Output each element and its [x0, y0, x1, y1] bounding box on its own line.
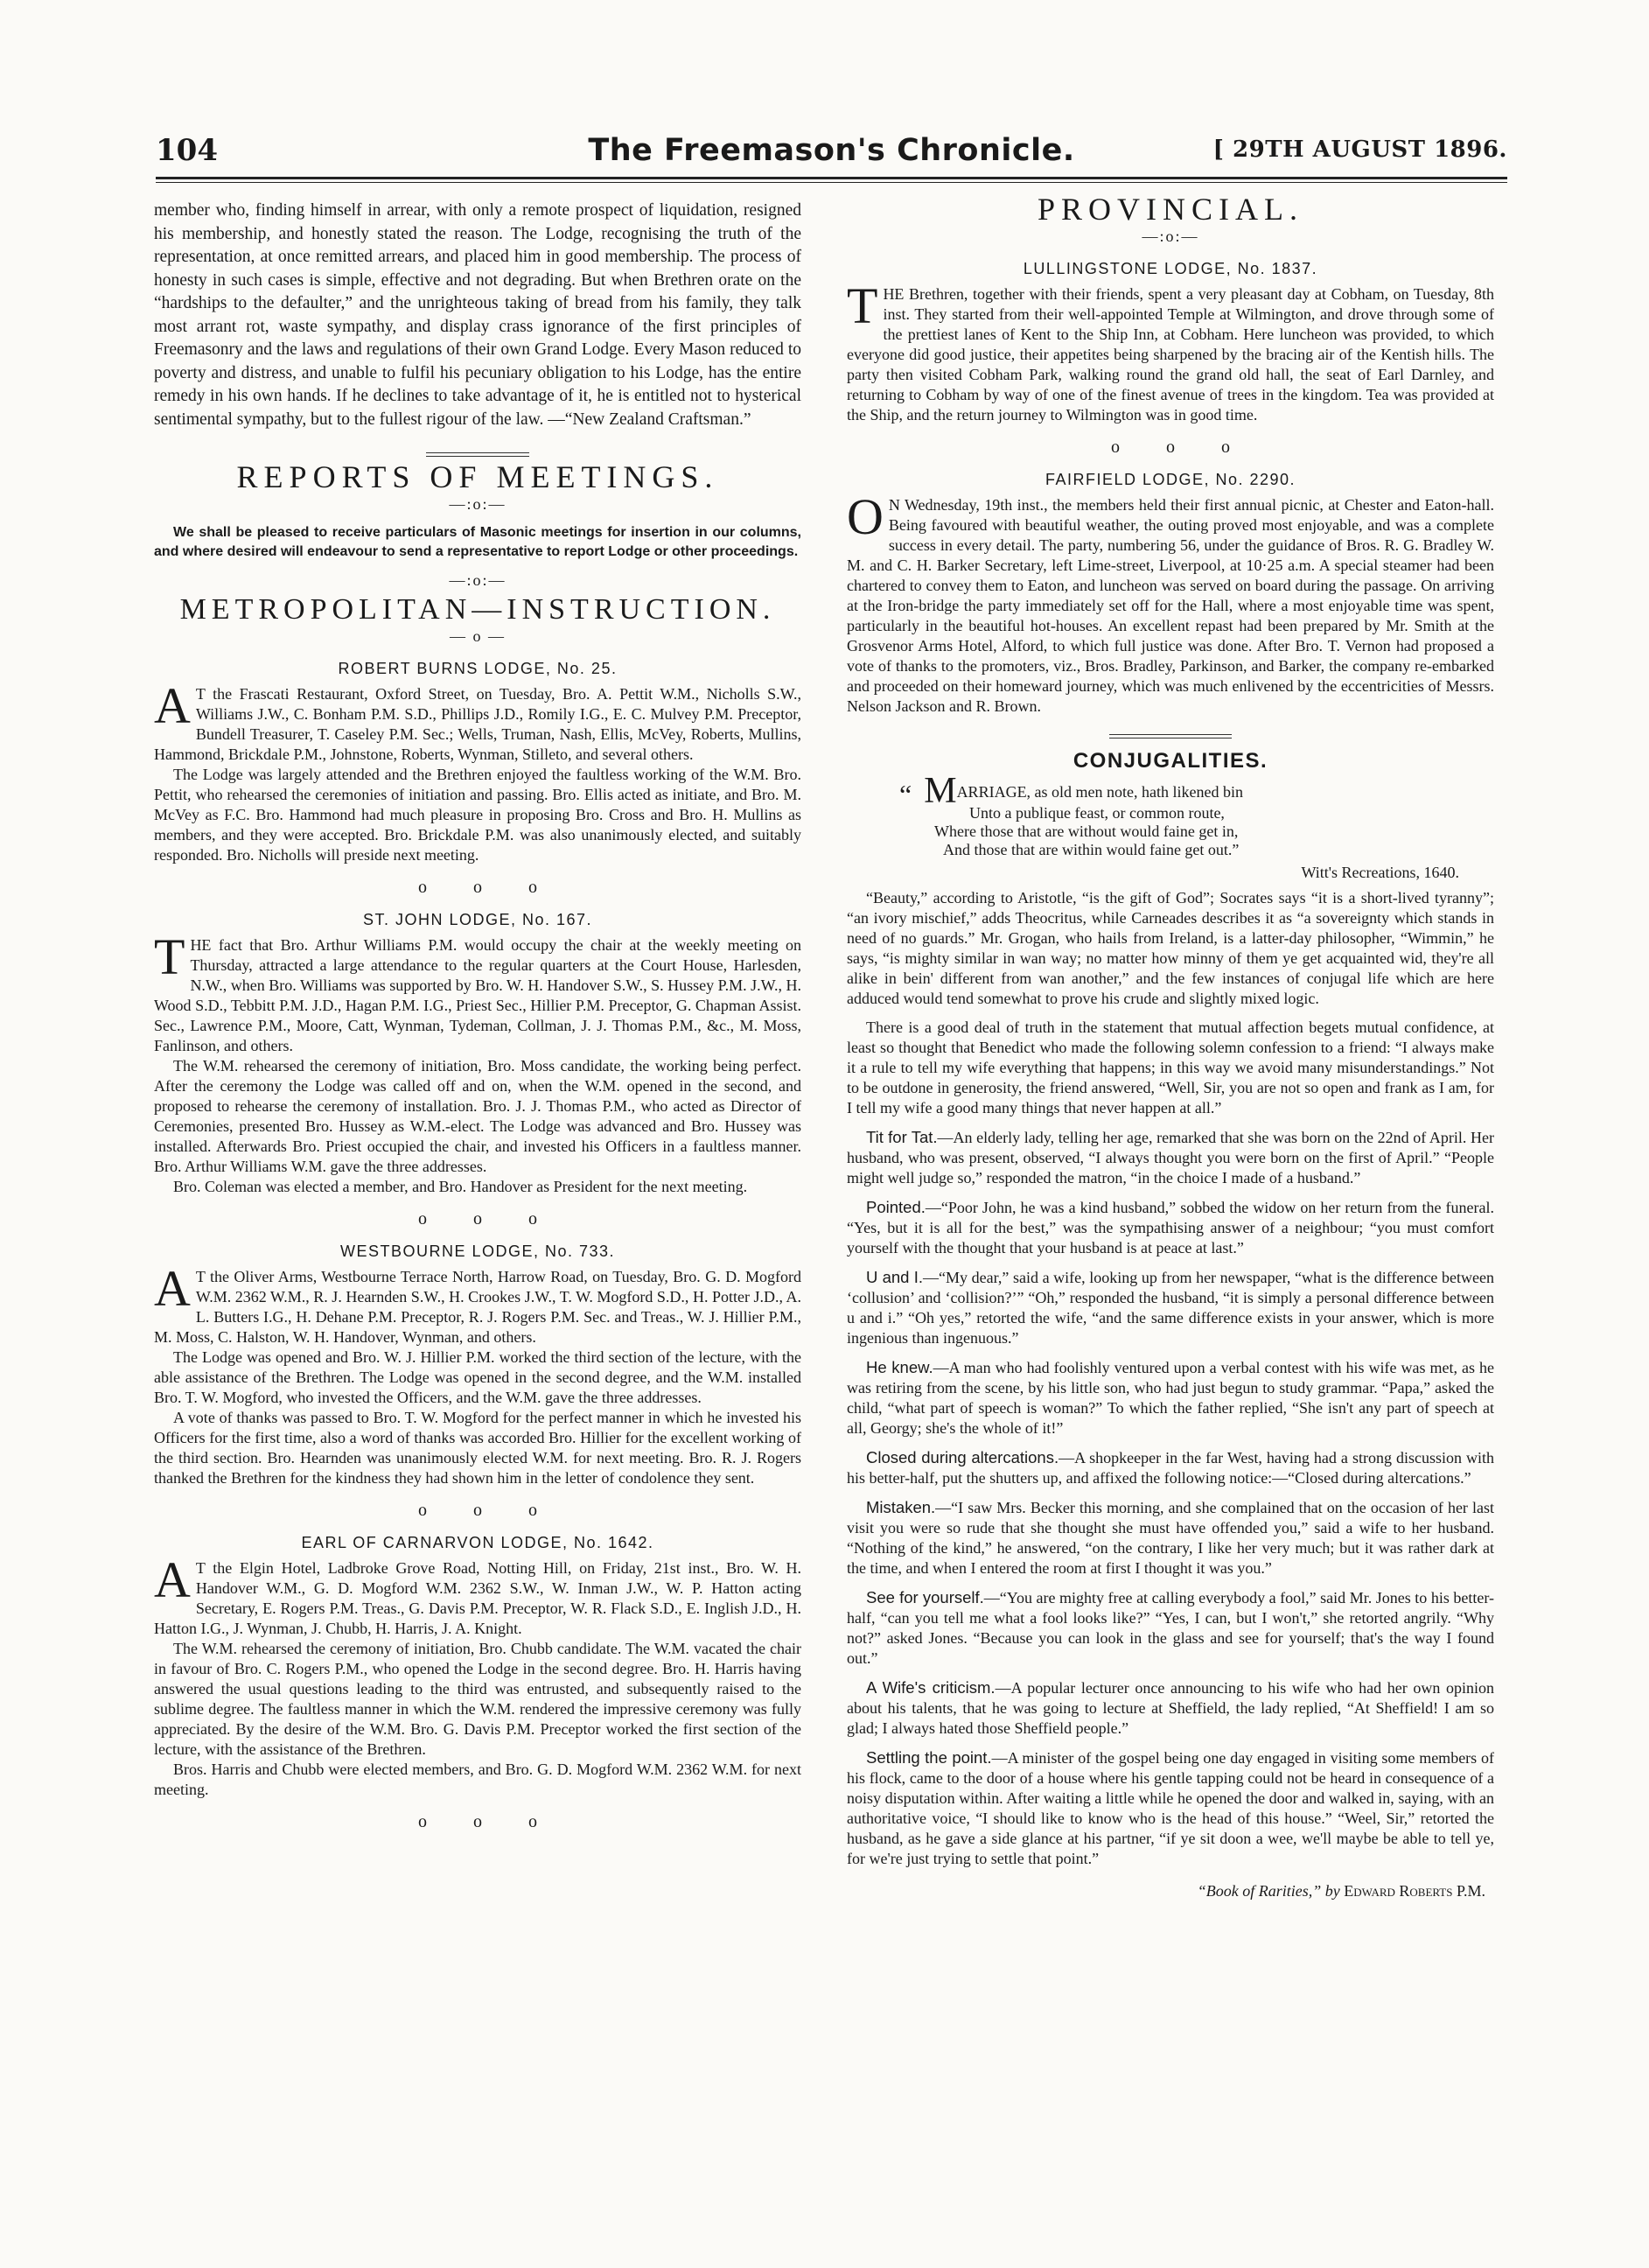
anecdote-paragraph: Settling the point.—A minister of the gospel being one day engaged in visiting some members of his flock, came to the door of a house where his gentle tapping could not be heard in consequence of a noisy disputation within. After waiting a little while he opened the door and walked in, saying, with an authoritative voice, “I should like to know who is the head of this house.” “Weel, Sir,” retorted the husband, as he gave a side glance at his partner, “if ye sit doon a wee, we'll maybe be able to tell ye, for we're just trying to settle that point.”: [847, 1748, 1494, 1867]
lodge-report-paragraph: The W.M. rehearsed the ceremony of initiation, Bro. Chubb candidate. The W.M. vacated the chair in favour of Bro. C. Rogers P.M., who opened the Lodge in the second degree. Bro. H. Harris having answered the usual questions leading to the third was entrusted, and subsequently raised to the sublime degree. The faultless manner in which the W.M. rendered the impressive ceremony was fully appreciated. By the desire of the W.M. Bro. G. Davis P.M. Preceptor worked the first section of the lecture, with the assistance of the Brethren.: [154, 1640, 801, 1758]
poem-line: Unto a publique feast, or common route,: [969, 804, 1225, 822]
epigraph-poem: [847, 771, 1494, 859]
lodge-heading: FAIRFIELD LODGE, No. 2290.: [1045, 471, 1296, 488]
lodge-heading: WESTBOURNE LODGE, No. 733.: [339, 1242, 616, 1260]
reports-notice: We shall be pleased to receive particulars of Masonic meetings for insertion in our columns, and where desired will endeavour to send a representative to report Lodge or other proceedings.: [154, 525, 801, 559]
separator: o o o: [418, 1501, 537, 1520]
drop-cap: A: [154, 677, 191, 734]
poem-line: “ MARRIAGE, as old men note, hath likened bin: [899, 771, 1244, 811]
lodge-report-paragraph: THE fact that Bro. Arthur Williams P.M. would occupy the chair at the weekly meeting on Thursday, attracted a large attendance to the regular quarters at the Court House, Harlesden, N.W., when Bro. Williams was supported by Bro. W. H. Handover S.W., S. Hussey P.M. J.W., H. Wood S.D., Tebbitt P.M. J.D., Hagan P.M. I.G., Priest Sec., Hillier P.M. Preceptor, G. Chapman Assist. Sec., Lawrence P.M., Moore, Catt, Wynman, Tydeman, Collman, J. J. Thomas P.M., &c., M. Moss, Fanlinson, and others.: [154, 928, 801, 1054]
open-quote: “: [899, 779, 912, 810]
left-column: [154, 200, 801, 1836]
lodge-heading: EARL OF CARNARVON LODGE, No. 1642.: [301, 1534, 654, 1551]
publication-title: The Freemason's Chronicle.: [588, 133, 1075, 168]
epigraph-source: Witt's Recreations, 1640.: [1301, 864, 1459, 881]
lodge-report-paragraph: A T the Elgin Hotel, Ladbroke Grove Road, Notting Hill, on Friday, 21st inst., Bro. W. H. Handover W.M., G. D. Mogford W.M. 2362 S.W., W. Inman J.W., W. P. Hatton acting Secretary, E. Rogers P.M. Treas., G. Davis P.M. Preceptor, W. R. Flack S.D., E. Inglish J.D., H. Hatton I.G., J. Wynman, J. Chubb, H. Harris, J. A. Knight.: [154, 1551, 801, 1637]
section-rule: [1109, 734, 1232, 738]
lodge-report-paragraph: A vote of thanks was passed to Bro. T. W. Mogford for the perfect manner in which he invested his Officers for the first time, also a word of thanks was accorded Bro. Hillier for the excellent working of the third section. Bro. Hearnden was unanimously elected W.M. for next meeting. Bro. R. J. Rogers thanked the Brethren for the kindness they had shown him in the letter of condolence they sent.: [154, 1409, 801, 1487]
anecdote-paragraph: Pointed.—“Poor John, he was a kind husband,” sobbed the widow on her return from the funeral. “Yes, but it is all for the best,” was the sympathising answer of a neighbour; “you must comfort yourself with the thought that your husband is at peace at last.”: [847, 1198, 1494, 1256]
drop-cap: T: [154, 928, 185, 985]
page-number: 104: [156, 133, 218, 168]
lodge-report-paragraph: Bros. Harris and Chubb were elected members, and Bro. G. D. Mogford W.M. 2362 W.M. for next meeting.: [154, 1760, 801, 1798]
lodge-report-paragraph: The Lodge was opened and Bro. W. J. Hillier P.M. worked the third section of the lecture, with the able assistance of the Brethren. The Lodge was opened in the second degree, and the W.M. installed Bro. T. W. Mogford, who invested the Officers, and the W.M. gave the three addresses.: [154, 1348, 801, 1406]
divider: —:o:—: [449, 571, 507, 589]
drop-cap: A: [154, 1260, 191, 1317]
separator: o o o: [1111, 438, 1230, 457]
anecdote-title: A Wife's criticism.: [866, 1678, 996, 1697]
conjugalities-title: CONJUGALITIES.: [1073, 749, 1268, 773]
lodge-heading: ST. JOHN LODGE, No. 167.: [362, 911, 593, 928]
lodge-heading: ROBERT BURNS LODGE, No. 25.: [338, 660, 618, 677]
intro-paragraph: member who, finding himself in arrear, with only a remote prospect of liquidation, resigned his membership, and honestly stated the reason. The Lodge, recognising the truth of the representation, at once remitted arrears, and placed him in good membership. The process of honesty in such cases is simple, effective and not degrading. But when Brethren orate on the “hardships to the defaulter,” and the unrighteous taking of bread from his family, they talk most arrant rot, waste sympathy, and display crass ignorance of the first principles of Freemasonry and the laws and regulations of their own Grand Lodge. Every Mason reduced to poverty and distress, and unable to fulfil his pecuniary obligation to his Lodge, has the entire remedy in his own hands. If he declines to take advantage of it, he is entitled not to hysterical sentimental sympathy, but to the fullest rigour of the law. —“New Zealand Craftsman.”: [154, 201, 801, 429]
lodge-report-paragraph: THE Brethren, together with their friends, spent a very pleasant day at Cobham, on Tuesday, 8th inst. They started from their well-appointed Temple at Wilmington, and drove through some of the prettiest lanes of Kent to the Ship Inn, at Cobham. Here luncheon was provided, to which everyone did good justice, their appetites being sharpened by the bracing air of the Kentish hills. The party then visited Cobham Park, walking round the grand old hall, the seat of Earl Darnley, and returning to Cobham by way of one of the finest avenue of trees in the kingdom. Tea was provided at the Ship, and the return journey to Wilmington was in good time.: [847, 277, 1494, 424]
anecdote-paragraph: Mistaken.—“I saw Mrs. Becker this morning, and she complained that on the occasion of her last visit you were so rude that she thought she must have offended you,” said a wife to her husband. “Nothing of the kind,” he answered, “on the contrary, I like her very much; but it was rather dark at the time, and when I entered the room at first I thought it was you.”: [847, 1498, 1494, 1577]
masthead: [156, 130, 1507, 191]
article-attribution: “Book of Rarities,” by Edward Roberts P.M.: [1197, 1882, 1485, 1900]
anecdote-paragraph: A Wife's criticism.—A popular lecturer once announcing to his wife who had her own opinion about his talents, that he was going to lecture at Sheffield, the lady replied, “At Sheffield! I am so glad; I always hated those Sheffield people.”: [847, 1678, 1495, 1737]
separator: o o o: [418, 1209, 537, 1228]
drop-cap: M: [924, 771, 957, 811]
anecdote-title: Settling the point.: [866, 1748, 992, 1767]
anecdote-paragraph: Tit for Tat.—An elderly lady, telling her age, remarked that she was born on the 22nd of April. Her husband, who was present, observed, “I always thought you were born on the first of April.” “People might well judge so,” responded the matron, “in the choice I made of a husband.”: [847, 1128, 1494, 1186]
anecdote-paragraph: Closed during altercations.—A shopkeeper in the far West, having had a strong discussion with his better-half, put the shutters up, and affixed the following notice:—“Closed during altercations.”: [847, 1448, 1494, 1487]
divider: — o —: [450, 627, 506, 645]
article-paragraph: There is a good deal of truth in the statement that mutual affection begets mutual confidence, at least so thought that Benedict who made the following solemn confession to a friend: “I always make it a rule to tell my wife everything that happens; in this way we avoid many misunderstandings.” Not to be outdone in generosity, the friend answered, “Well, Sir, you are not so open and frank as I am, for I tell my wife a good many things that never happen at all.”: [847, 1018, 1494, 1116]
lodge-report-paragraph: A T the Oliver Arms, Westbourne Terrace North, Harrow Road, on Tuesday, Bro. G. D. Mogford W.M. 2362 W.M., R. J. Hearnden S.W., H. Crookes J.W., T. W. Mogford S.D., H. Potter J.D., A. L. Butters I.G., H. Dehane P.M. Preceptor, R. J. Rogers P.M. Sec. and Treas., W. J. Hillier P.M., M. Moss, C. Halston, W. H. Handover, Wynman, and others.: [154, 1260, 801, 1346]
lodge-report-paragraph: A T the Frascati Restaurant, Oxford Street, on Tuesday, Bro. A. Pettit W.M., Nicholls S.W., Williams J.W., C. Bonham P.M. S.D., Phillips J.D., Romily I.G., E. C. Mulvey P.M. Preceptor, Bundell Treasurer, T. Caseley P.M. Sec.; Wells, Truman, Nash, Ellis, McVey, Roberts, Mullins, Hammond, Brickdale P.M., Johnstone, Roberts, Wynman, Stilleto, and several others.: [154, 677, 801, 763]
article-paragraph: “Beauty,” according to Aristotle, “is the gift of God”; Socrates says “it is a short-lived tyranny”; “an ivory mischief,” adds Theocritus, while Carneades describes it as “a sovereignty which stands in need of no guards.” Mr. Grogan, who hails from Ireland, is a latter-day philosopher, “Wimmin,” he says, “is mighty similar in wan way; no matter how minny of them ye get acquainted wid, they're all alike in bein' different from wan another,” and the few instances of conjugal life which are here adduced would tend somewhat to prove his crude and slightly mixed logic.: [847, 889, 1494, 1007]
poem-line: Where those that are without would faine get in,: [934, 822, 1239, 840]
divider: —:o:—: [1142, 228, 1199, 245]
drop-cap: O: [847, 488, 884, 545]
anecdote-title: U and I.: [866, 1268, 924, 1286]
anecdote-paragraph: See for yourself.—“You are mighty free at calling everybody a fool,” said Mr. Jones to his better-half, “can you tell me what a fool looks like?” “Yes, I can, but I won't,” she retorted angrily. “Why not?” asked Jones. “Because you can look in the glass and see for yourself; that's the way I found out.”: [847, 1588, 1494, 1667]
lodge-report-paragraph: Bro. Coleman was elected a member, and Bro. Handover as President for the next meeting.: [173, 1178, 748, 1195]
right-column: [847, 192, 1495, 1901]
anecdote-paragraph: He knew.—A man who had foolishly ventured upon a verbal contest with his wife was met, as he was retiring from the scene, by his little son, who had just begun to study grammar. “Papa,” asked the child, “what part of speech is woman?” To which the father replied, “She isn't any part of speech at all, Georgy; she's the whole of it!”: [847, 1358, 1494, 1437]
reports-title: REPORTS OF MEETINGS.: [236, 459, 719, 494]
anecdote-title: See for yourself.: [866, 1588, 984, 1606]
drop-cap: A: [154, 1551, 191, 1608]
anecdote-paragraph: U and I.—“My dear,” said a wife, looking up from her newspaper, “what is the difference between ‘collusion’ and ‘collision?’” “Oh,” responded the husband, “it is simply a personal difference between u and i.” “Oh yes,” retorted the wife, “and the same difference exists in your answer, which is more ingenious than ingenuous.”: [847, 1268, 1494, 1347]
anecdote-title: Closed during altercations.: [866, 1448, 1059, 1466]
lodge-heading: LULLINGSTONE LODGE, No. 1837.: [1023, 260, 1318, 277]
author-name: Edward Roberts P.M.: [1344, 1882, 1485, 1900]
anecdote-title: Pointed.: [866, 1198, 926, 1216]
separator: o o o: [418, 1812, 537, 1831]
issue-date: [ 29TH AUGUST 1896.: [1212, 136, 1507, 163]
lodge-report-paragraph: The Lodge was largely attended and the Brethren enjoyed the faultless working of the W.M. Bro. Pettit, who rehearsed the ceremonies of initiation and passing. Bro. Ellis acted as initiate, and Bro. M. McVey as F.C. Bro. Hammond had much pleasure in proposing Bro. Cross and Bro. H. Mullins as members, and they were accepted. Bro. Brickdale P.M. was also unanimously elected, and suitably responded. Bro. Nicholls will preside next meeting.: [154, 766, 801, 864]
metropolitan-title: METROPOLITAN—INSTRUCTION.: [179, 593, 776, 626]
poem-line: And those that are within would faine get out.”: [943, 841, 1240, 858]
lodge-report-paragraph: O N Wednesday, 19th inst., the members held their first annual picnic, at Chester and Eaton-hall. Being favoured with beautiful weather, the outing proved most enjoyable, and was a complete success in every detail. The party, numbering 56, under the guidance of Bros. R. G. Bradley W. M. and C. H. Barker Secretary, left Lime-street, Liverpool, at 10·25 a.m. A special steamer had been chartered to convey them to Eaton, and luncheon was served on board during the passage. On arriving at the Iron-bridge the party immediately set off for the Hall, where a most enjoyable time was spent, particularly in the beautiful hot-houses. An excellent repast had been prepared by Mr. Smith at the Grosvenor Arms Hotel, Alford, to which full justice was done. After Bro. T. Vernon had proposed a vote of thanks to the promoters, viz., Bros. Bradley, Parkinson, and Barker, the company re-embarked and proceeded on their homeward journey, which was much enlivened by the eccentricities of Messrs. Nelson Jackson and R. Brown.: [847, 488, 1494, 715]
anecdote-title: Tit for Tat.: [866, 1128, 938, 1146]
separator: o o o: [418, 878, 537, 897]
anecdote-title: Mistaken.: [866, 1498, 936, 1516]
masthead-rule: [156, 177, 1507, 183]
lodge-report-paragraph: The W.M. rehearsed the ceremony of initiation, Bro. Moss candidate, the working being perfect. After the ceremony the Lodge was called off and on, when the W.M. opened in the second, and proposed to rehearse the ceremony of installation. Bro. J. J. Thomas P.M., who acted as Director of Ceremonies, presented Bro. Hussey as W.M.-elect. The Lodge was advanced and Bro. Hussey was installed. Afterwards Bro. Priest occupied the chair, and invested his Officers in a faultless manner. Bro. Arthur Williams W.M. gave the three addresses.: [154, 1057, 801, 1175]
anecdote-title: He knew.: [866, 1358, 933, 1376]
divider: —:o:—: [449, 495, 507, 513]
drop-cap: T: [847, 277, 878, 334]
section-rule: [426, 452, 529, 457]
provincial-title: PROVINCIAL.: [1037, 192, 1303, 227]
